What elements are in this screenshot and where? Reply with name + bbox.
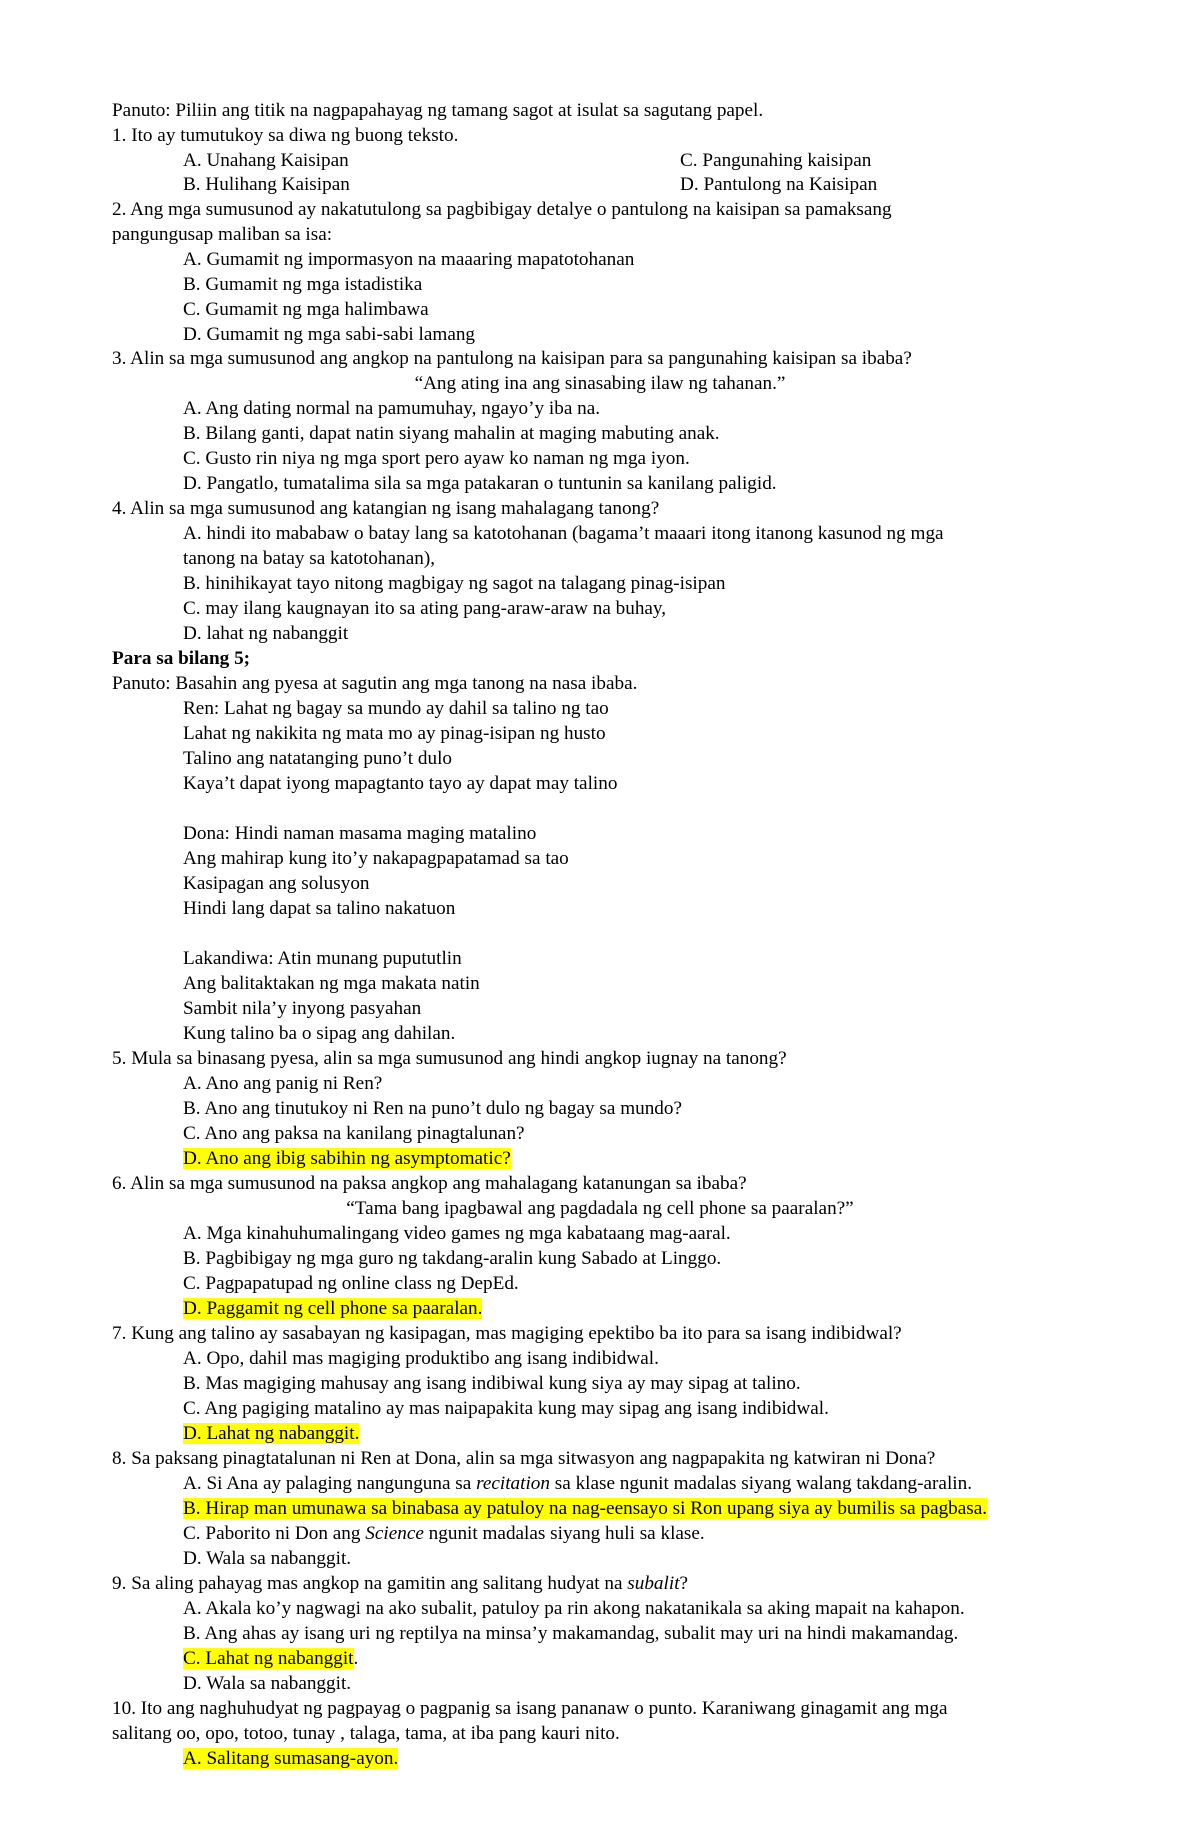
- main-instruction: Panuto: Piliin ang titik na nagpapahayag ng tamang sagot at isulat sa sagutang papel.: [112, 100, 764, 121]
- section-5-instruction: Panuto: Basahin ang pyesa at sagutin ang mga tanong na nasa ibaba.: [112, 673, 638, 694]
- emphasis-subalit: subalit: [627, 1573, 680, 1594]
- q3-option-d: D. Pangatlo, tumatalima sila sa mga patakaran o tuntunin sa kanilang paligid.: [183, 473, 777, 494]
- q3-option-c: C. Gusto rin niya ng mga sport pero ayaw ko naman ng mga iyon.: [183, 448, 690, 469]
- poem-line: Kasipagan ang solusyon: [183, 873, 370, 894]
- q4-option-a-line-2: tanong na batay sa katotohanan),: [183, 548, 436, 569]
- poem-line: Sambit nila’y inyong pasyahan: [183, 998, 422, 1019]
- question-10-line-2: salitang oo, opo, totoo, tunay , talaga, tama, at iba pang kauri nito.: [112, 1723, 620, 1744]
- q5-answer-highlight: D. Ano ang ibig sabihin ng asymptomatic?: [183, 1148, 511, 1169]
- poem-line: Talino ang natatanging puno’t dulo: [183, 748, 453, 769]
- q6-option-a: A. Mga kinahuhumalingang video games ng mga kabataang mag-aaral.: [183, 1223, 731, 1244]
- poem-line: Kung talino ba o sipag ang dahilan.: [183, 1023, 456, 1044]
- question-4: 4. Alin sa mga sumusunod ang katangian ng isang mahalagang tanong?: [112, 498, 660, 519]
- emphasis-science: Science: [365, 1523, 424, 1544]
- q3-quote: “Ang ating ina ang sinasabing ilaw ng tahanan.”: [414, 373, 786, 394]
- q9-option-a: A. Akala ko’y nagwagi na ako subalit, patuloy pa rin akong nakatanikala sa aking mapait na kahapon.: [183, 1598, 965, 1619]
- q5-option-b: B. Ano ang tinutukoy ni Ren na puno’t dulo ng bagay sa mundo?: [183, 1098, 683, 1119]
- poem-line: Kaya’t dapat iyong mapagtanto tayo ay dapat may talino: [183, 773, 618, 794]
- q6-option-c: C. Pagpapatupad ng online class ng DepEd.: [183, 1273, 519, 1294]
- question-7: 7. Kung ang talino ay sasabayan ng kasipagan, mas magiging epektibo ba ito para sa isang indibidwal?: [112, 1323, 902, 1344]
- q6-answer-highlight: D. Paggamit ng cell phone sa paaralan.: [183, 1298, 483, 1319]
- q2-option-b: B. Gumamit ng mga istadistika: [183, 274, 423, 295]
- q10-option-a: [183, 1746, 398, 1771]
- q2-option-a: A. Gumamit ng impormasyon na maaaring mapatotohanan: [183, 249, 635, 270]
- q3-option-a: A. Ang dating normal na pamumuhay, ngayo’y iba na.: [183, 398, 601, 419]
- poem-line: Lahat ng nakikita ng mata mo ay pinag-isipan ng husto: [183, 723, 606, 744]
- q8-answer-highlight: B. Hirap man umunawa sa binabasa ay patuloy na nag-eensayo si Ron upang siya ay bumilis sa pagbasa.: [183, 1498, 988, 1519]
- poem-line: Ren: Lahat ng bagay sa mundo ay dahil sa talino ng tao: [183, 698, 609, 719]
- q8-option-c: C. Paborito ni Don ang Science ngunit madalas siyang huli sa klase.: [183, 1523, 705, 1544]
- emphasis-recitation: recitation: [476, 1473, 550, 1494]
- q9-option-c: C. Lahat ng nabanggit.: [183, 1648, 359, 1669]
- q2-option-c: C. Gumamit ng mga halimbawa: [183, 299, 429, 320]
- q7-option-d: [183, 1421, 359, 1446]
- question-8: 8. Sa paksang pinagtatalunan ni Ren at Dona, alin sa mga sitwasyon ang nagpapakita ng katwiran ni Dona?: [112, 1448, 936, 1469]
- q6-option-b: B. Pagbibigay ng mga guro ng takdang-aralin kung Sabado at Linggo.: [183, 1248, 722, 1269]
- question-10-line-1: 10. Ito ang naghuhudyat ng pagpayag o pagpanig sa isang pananaw o punto. Karaniwang ginagamit ang mga: [112, 1698, 948, 1719]
- q5-option-c: C. Ano ang paksa na kanilang pinagtalunan?: [183, 1123, 525, 1144]
- poem-line: Lakandiwa: Atin munang pupututlin: [183, 948, 462, 969]
- q4-option-d: D. lahat ng nabanggit: [183, 623, 349, 644]
- poem-line: Hindi lang dapat sa talino nakatuon: [183, 898, 456, 919]
- question-2-line-2: pangungusap maliban sa isa:: [112, 224, 333, 245]
- q4-option-a-line-1: A. hindi ito mababaw o batay lang sa katotohanan (bagama’t maaari itong itanong kasunod ng mga: [183, 523, 944, 544]
- q8-option-a: A. Si Ana ay palaging nangunguna sa recitation sa klase ngunit madalas siyang walang takdang-aralin.: [183, 1473, 972, 1494]
- q5-option-d: [183, 1146, 511, 1171]
- section-5-heading: Para sa bilang 5;: [112, 648, 251, 669]
- poem-line: Ang balitaktakan ng mga makata natin: [183, 973, 480, 994]
- q5-option-a: A. Ano ang panig ni Ren?: [183, 1073, 383, 1094]
- q2-option-d: D. Gumamit ng mga sabi-sabi lamang: [183, 324, 476, 345]
- question-1: 1. Ito ay tumutukoy sa diwa ng buong teksto.: [112, 125, 459, 146]
- poem-line: Ang mahirap kung ito’y nakapagpapatamad sa tao: [183, 848, 569, 869]
- q6-option-d: [183, 1296, 482, 1321]
- q8-option-b: [183, 1496, 987, 1521]
- q8-option-d: D. Wala sa nabanggit.: [183, 1548, 352, 1569]
- question-5: 5. Mula sa binasang pyesa, alin sa mga sumusunod ang hindi angkop iugnay na tanong?: [112, 1048, 787, 1069]
- q7-answer-highlight: D. Lahat ng nabanggit.: [183, 1423, 360, 1444]
- q9-option-b: B. Ang ahas ay isang uri ng reptilya na minsa’y makamandag, subalit may uri na hindi makamandag.: [183, 1623, 959, 1644]
- q6-quote: “Tama bang ipagbawal ang pagdadala ng cell phone sa paaralan?”: [346, 1198, 854, 1219]
- q1-option-d: D. Pantulong na Kaisipan: [680, 174, 878, 195]
- q4-option-c: C. may ilang kaugnayan ito sa ating pang-araw-araw na buhay,: [183, 598, 667, 619]
- q3-option-b: B. Bilang ganti, dapat natin siyang mahalin at maging mabuting anak.: [183, 423, 720, 444]
- q9-answer-highlight: C. Lahat ng nabanggit: [183, 1648, 354, 1669]
- q9-option-d: D. Wala sa nabanggit.: [183, 1673, 352, 1694]
- q10-answer-highlight: A. Salitang sumasang-ayon.: [183, 1748, 399, 1769]
- question-9: 9. Sa aling pahayag mas angkop na gamitin ang salitang hudyat na subalit?: [112, 1573, 689, 1594]
- q1-option-c: C. Pangunahing kaisipan: [680, 150, 872, 171]
- q7-option-a: A. Opo, dahil mas magiging produktibo ang isang indibidwal.: [183, 1348, 659, 1369]
- poem-line: Dona: Hindi naman masama maging matalino: [183, 823, 537, 844]
- q1-option-a: A. Unahang Kaisipan: [183, 150, 349, 171]
- q4-option-b: B. hinihikayat tayo nitong magbigay ng sagot na talagang pinag-isipan: [183, 573, 726, 594]
- question-6: 6. Alin sa mga sumusunod na paksa angkop ang mahalagang katanungan sa ibaba?: [112, 1173, 747, 1194]
- question-3: 3. Alin sa mga sumusunod ang angkop na pantulong na kaisipan para sa pangunahing kaisipan sa ibaba?: [112, 348, 912, 369]
- q7-option-b: B. Mas magiging mahusay ang isang indibiwal kung siya ay may sipag at talino.: [183, 1373, 801, 1394]
- question-2-line-1: 2. Ang mga sumusunod ay nakatutulong sa pagbibigay detalye o pantulong na kaisipan sa pamaksang: [112, 199, 892, 220]
- q7-option-c: C. Ang pagiging matalino ay mas naipapakita kung may sipag ang isang indibidwal.: [183, 1398, 829, 1419]
- q1-option-b: B. Hulihang Kaisipan: [183, 174, 350, 195]
